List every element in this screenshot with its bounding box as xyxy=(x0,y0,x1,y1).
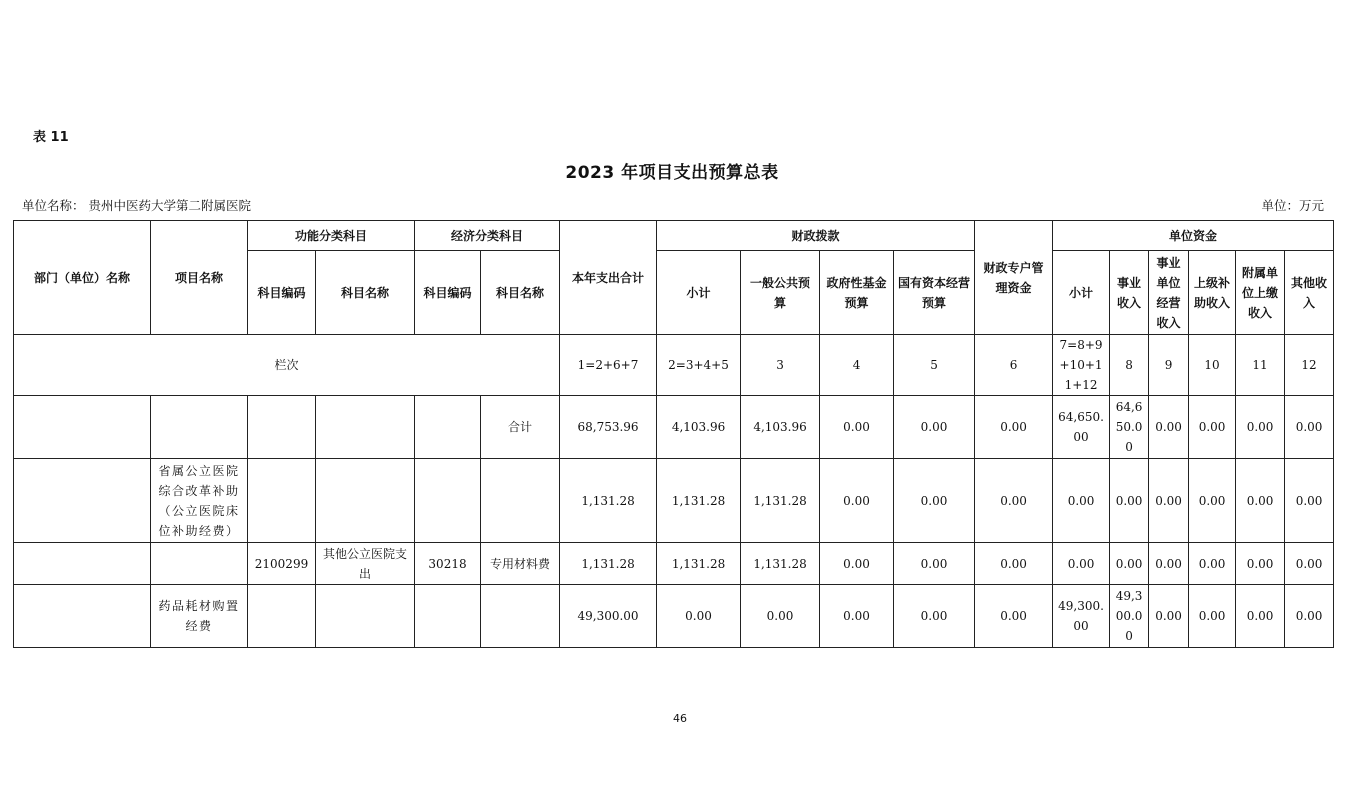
unit-name: 单位名称： 贵州中医药大学第二附属医院 xyxy=(22,198,251,213)
value-cell: 0.00 xyxy=(1236,459,1285,543)
value-cell: 1,131.28 xyxy=(560,459,657,543)
column-index-cell: 10 xyxy=(1189,335,1236,396)
value-cell: 0.00 xyxy=(1149,396,1189,459)
project-cell: 省属公立医院综合改革补助（公立医院床位补助经费） xyxy=(151,459,248,543)
value-cell: 0.00 xyxy=(1053,459,1110,543)
value-cell: 0.00 xyxy=(1236,585,1285,648)
value-cell: 0.00 xyxy=(1110,543,1149,585)
page-title: 2023 年项目支出预算总表 xyxy=(565,163,779,183)
column-index-cell: 5 xyxy=(894,335,975,396)
value-cell: 0.00 xyxy=(894,459,975,543)
column-index-cell: 1=2+6+7 xyxy=(560,335,657,396)
value-cell: 1,131.28 xyxy=(560,543,657,585)
table-row xyxy=(14,585,1334,648)
unit-operating-header: 事业单位经营收入 xyxy=(1149,251,1189,335)
column-index-cell: 12 xyxy=(1285,335,1334,396)
econ-name-cell xyxy=(481,585,560,648)
value-cell: 0.00 xyxy=(1149,543,1189,585)
gov-fund-header: 政府性基金预算 xyxy=(820,251,894,335)
value-cell: 49,300.00 xyxy=(1053,585,1110,648)
dept-cell xyxy=(14,543,151,585)
value-cell: 0.00 xyxy=(1149,459,1189,543)
func-class-header: 功能分类科目 xyxy=(248,221,415,251)
page-number: 46 xyxy=(673,712,687,725)
value-cell: 0.00 xyxy=(894,543,975,585)
superior-subsidy-header: 上级补助收入 xyxy=(1189,251,1236,335)
value-cell: 0.00 xyxy=(820,459,894,543)
econ-code-cell xyxy=(415,585,481,648)
econ-code-cell xyxy=(415,459,481,543)
value-cell: 0.00 xyxy=(820,585,894,648)
table-label: 表 11 xyxy=(33,130,69,145)
econ-code-cell: 30218 xyxy=(415,543,481,585)
project-cell xyxy=(151,396,248,459)
value-cell: 64,650.00 xyxy=(1053,396,1110,459)
fiscal-header: 财政拨款 xyxy=(657,221,975,251)
value-cell: 0.00 xyxy=(975,543,1053,585)
value-cell: 0.00 xyxy=(820,396,894,459)
value-cell: 4,103.96 xyxy=(741,396,820,459)
value-cell: 1,131.28 xyxy=(657,459,741,543)
header-row-1 xyxy=(14,221,1334,251)
value-cell: 0.00 xyxy=(741,585,820,648)
column-index-cell: 2=3+4+5 xyxy=(657,335,741,396)
value-cell: 0.00 xyxy=(1285,396,1334,459)
value-cell: 0.00 xyxy=(1189,543,1236,585)
column-index-label: 栏次 xyxy=(14,335,560,396)
func-name-cell: 其他公立医院支出 xyxy=(316,543,415,585)
column-index-cell: 4 xyxy=(820,335,894,396)
value-cell: 0.00 xyxy=(975,396,1053,459)
func-name-cell xyxy=(316,585,415,648)
project-cell xyxy=(151,543,248,585)
dept-cell xyxy=(14,585,151,648)
column-index-cell: 9 xyxy=(1149,335,1189,396)
column-index-cell: 6 xyxy=(975,335,1053,396)
value-cell: 0.00 xyxy=(1189,459,1236,543)
value-cell: 0.00 xyxy=(894,396,975,459)
value-cell: 0.00 xyxy=(975,459,1053,543)
table-row xyxy=(14,459,1334,543)
state-capital-header: 国有资本经营预算 xyxy=(894,251,975,335)
econ-code-header: 科目编码 xyxy=(415,251,481,335)
value-cell: 0.00 xyxy=(1236,396,1285,459)
column-index-cell: 11 xyxy=(1236,335,1285,396)
column-index-cell: 3 xyxy=(741,335,820,396)
project-cell: 药品耗材购置经费 xyxy=(151,585,248,648)
econ-code-cell xyxy=(415,396,481,459)
table-row xyxy=(14,396,1334,459)
econ-name-cell xyxy=(481,459,560,543)
business-income-header: 事业收入 xyxy=(1110,251,1149,335)
project-name-header: 项目名称 xyxy=(151,221,248,335)
column-index-cell: 8 xyxy=(1110,335,1149,396)
func-name-cell xyxy=(316,396,415,459)
unit-subtotal-header: 小计 xyxy=(1053,251,1110,335)
dept-cell xyxy=(14,396,151,459)
affiliated-income-header: 附属单位上缴收入 xyxy=(1236,251,1285,335)
func-code-cell xyxy=(248,459,316,543)
value-cell: 1,131.28 xyxy=(741,459,820,543)
value-cell: 0.00 xyxy=(1285,459,1334,543)
value-cell: 1,131.28 xyxy=(657,543,741,585)
value-cell: 0.00 xyxy=(657,585,741,648)
dept-name-header: 部门（单位）名称 xyxy=(14,221,151,335)
func-code-header: 科目编码 xyxy=(248,251,316,335)
econ-name-cell: 合计 xyxy=(481,396,560,459)
budget-table xyxy=(13,220,1334,648)
value-cell: 0.00 xyxy=(1285,585,1334,648)
func-code-cell xyxy=(248,585,316,648)
general-budget-header: 一般公共预算 xyxy=(741,251,820,335)
func-name-cell xyxy=(316,459,415,543)
unit-funds-header: 单位资金 xyxy=(1053,221,1334,251)
value-cell: 4,103.96 xyxy=(657,396,741,459)
other-income-header: 其他收入 xyxy=(1285,251,1334,335)
value-cell: 1,131.28 xyxy=(741,543,820,585)
value-cell: 49,300.00 xyxy=(1110,585,1149,648)
total-header: 本年支出合计 xyxy=(560,221,657,335)
value-cell: 0.00 xyxy=(975,585,1053,648)
func-code-cell: 2100299 xyxy=(248,543,316,585)
value-cell: 0.00 xyxy=(1149,585,1189,648)
value-cell: 0.00 xyxy=(1285,543,1334,585)
econ-name-header: 科目名称 xyxy=(481,251,560,335)
dept-cell xyxy=(14,459,151,543)
value-cell: 0.00 xyxy=(1189,396,1236,459)
value-cell: 64,650.00 xyxy=(1110,396,1149,459)
value-cell: 0.00 xyxy=(1189,585,1236,648)
func-code-cell xyxy=(248,396,316,459)
value-cell: 0.00 xyxy=(894,585,975,648)
fiscal-special-header: 财政专户管理资金 xyxy=(975,221,1053,335)
func-name-header: 科目名称 xyxy=(316,251,415,335)
fiscal-subtotal-header: 小计 xyxy=(657,251,741,335)
value-cell: 0.00 xyxy=(820,543,894,585)
table-row xyxy=(14,543,1334,585)
value-cell: 0.00 xyxy=(1110,459,1149,543)
value-cell: 49,300.00 xyxy=(560,585,657,648)
value-cell: 68,753.96 xyxy=(560,396,657,459)
column-index-cell: 7=8+9+10+11+12 xyxy=(1053,335,1110,396)
value-cell: 0.00 xyxy=(1053,543,1110,585)
column-index-row xyxy=(14,335,1334,396)
unit-label: 单位：万元 xyxy=(1261,198,1324,213)
value-cell: 0.00 xyxy=(1236,543,1285,585)
econ-name-cell: 专用材料费 xyxy=(481,543,560,585)
econ-class-header: 经济分类科目 xyxy=(415,221,560,251)
